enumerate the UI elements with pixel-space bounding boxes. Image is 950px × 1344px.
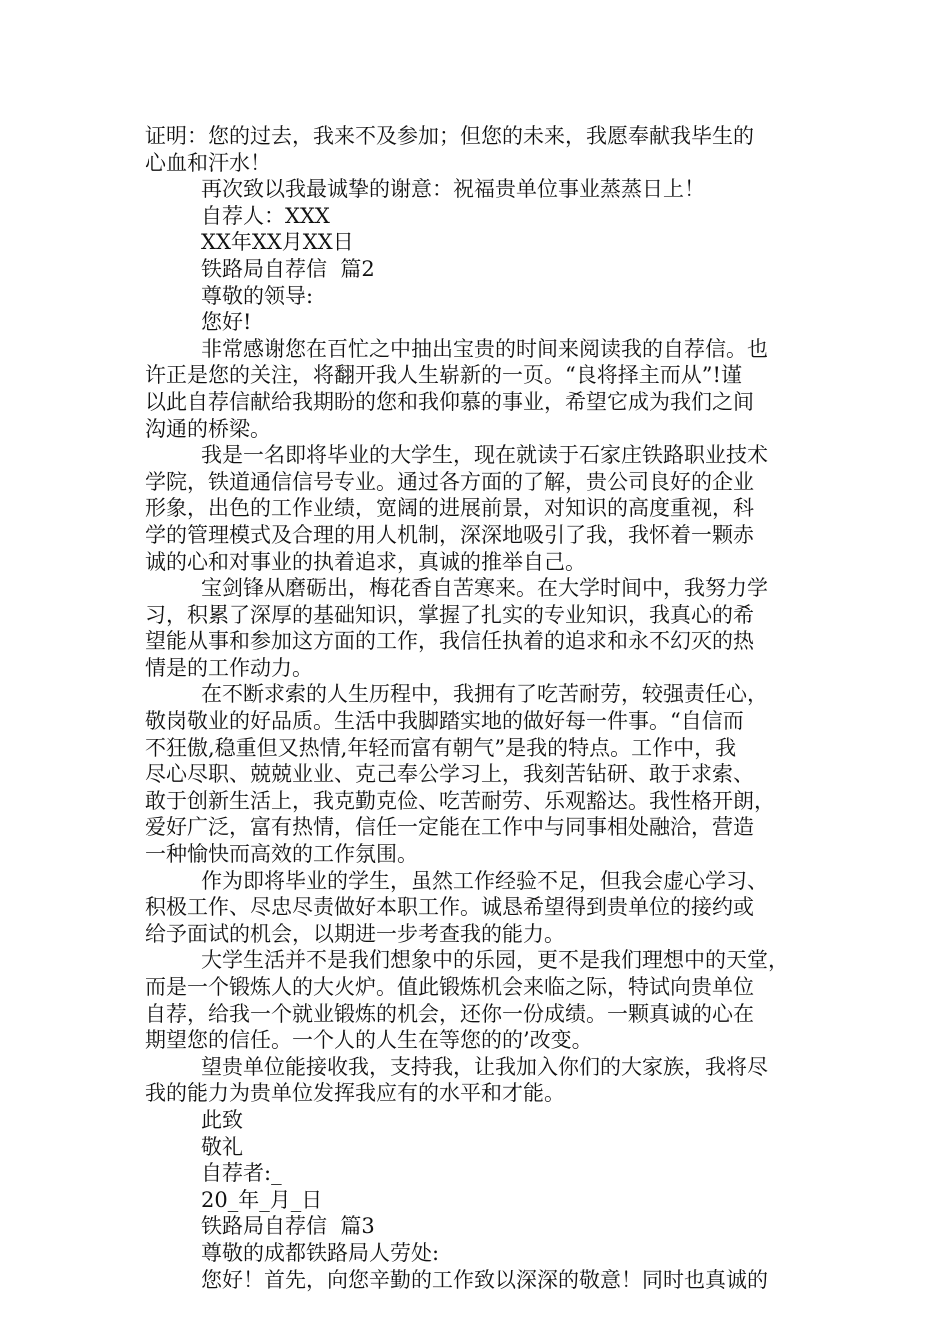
text-line: XX年XX月XX日 bbox=[201, 230, 354, 255]
text-line: 敢于创新生活上，我克勤克俭、吃苦耐劳、乐观豁达。我性格开朗， bbox=[145, 788, 775, 813]
text-line: 尽心尽职、兢兢业业、克己奉公学习上，我刻苦钻研、敢于求索、 bbox=[145, 762, 754, 787]
text-line: 非常感谢您在百忙之中抽出宝贵的时间来阅读我的自荐信。也 bbox=[201, 336, 768, 361]
text-line: 心血和汗水！ bbox=[145, 150, 271, 175]
text-line: 一种愉快而高效的工作氛围。 bbox=[145, 842, 418, 867]
text-line: 大学生活并不是我们想象中的乐园，更不是我们理想中的天堂， bbox=[201, 948, 789, 973]
text-line: 自荐人：XXX bbox=[201, 203, 330, 228]
text-line: 敬礼 bbox=[201, 1134, 243, 1159]
text-line: 给予面试的机会，以期进一步考查我的能力。 bbox=[145, 921, 565, 946]
text-line: 您好! bbox=[201, 310, 252, 335]
text-line: 在不断求索的人生历程中，我拥有了吃苦耐劳，较强责任心， bbox=[201, 682, 768, 707]
text-line: 望能从事和参加这方面的工作，我信任执着的追求和永不幻灭的热 bbox=[145, 629, 754, 654]
text-line: 再次致以我最诚挚的谢意：祝福贵单位事业蒸蒸日上！ bbox=[201, 177, 705, 202]
text-line: 铁路局自荐信 篇2 bbox=[201, 256, 375, 281]
text-line: 诚的心和对事业的执着追求，真诚的推举自己。 bbox=[145, 549, 586, 574]
text-line: 宝剑锋从磨砺出，梅花香自苦寒来。在大学时间中，我努力学 bbox=[201, 576, 768, 601]
text-line: 我是一名即将毕业的大学生，现在就读于石家庄铁路职业技术 bbox=[201, 443, 768, 468]
text-line: 我的能力为贵单位发挥我应有的水平和才能。 bbox=[145, 1081, 565, 1106]
text-line: 自荐，给我一个就业锻炼的机会，还你一份成绩。一颗真诚的心在 bbox=[145, 1001, 754, 1026]
text-line: 作为即将毕业的学生，虽然工作经验不足，但我会虚心学习、 bbox=[201, 868, 768, 893]
text-line: 情是的工作动力。 bbox=[145, 655, 313, 680]
text-line: 形象，出色的工作业绩，宽阔的进展前景，对知识的高度重视，科 bbox=[145, 496, 754, 521]
text-line: 习，积累了深厚的基础知识，掌握了扎实的专业知识，我真心的希 bbox=[145, 602, 754, 627]
text-line: 自荐者:_ bbox=[201, 1161, 282, 1186]
text-line: 学院，铁道通信信号专业。通过各方面的了解，贵公司良好的企业 bbox=[145, 469, 754, 494]
text-line: 不狂傲,稳重但又热情,年轻而富有朝气”是我的特点。工作中，我 bbox=[145, 735, 737, 760]
text-line: 学的管理模式及合理的用人机制，深深地吸引了我，我怀着一颗赤 bbox=[145, 522, 754, 547]
text-line: 爱好广泛，富有热情，信任一定能在工作中与同事相处融洽，营造 bbox=[145, 815, 754, 840]
text-line: 此致 bbox=[201, 1107, 243, 1132]
text-line: 以此自荐信献给我期盼的您和我仰慕的事业，希望它成为我们之间 bbox=[145, 389, 754, 414]
text-line: 积极工作、尽忠尽责做好本职工作。诚恳希望得到贵单位的接约或 bbox=[145, 895, 754, 920]
text-line: 您好！首先，向您辛勤的工作致以深深的敬意！同时也真诚的 bbox=[201, 1267, 768, 1292]
text-line: 期望您的信任。一个人的人生在等您的的’改变。 bbox=[145, 1028, 593, 1053]
text-line: 而是一个锻炼人的大火炉。值此锻炼机会来临之际，特试向贵单位 bbox=[145, 975, 754, 999]
text-line: 望贵单位能接收我，支持我，让我加入你们的大家族，我将尽 bbox=[201, 1054, 768, 1079]
text-line: 证明：您的过去，我来不及参加；但您的未来，我愿奉献我毕生的 bbox=[145, 124, 754, 148]
text-line: 许正是您的关注，将翻开我人生崭新的一页。“良将择主而从”!谨 bbox=[145, 363, 742, 388]
text-line: 铁路局自荐信 篇3 bbox=[201, 1214, 375, 1239]
text-line: 沟通的桥梁。 bbox=[145, 416, 271, 441]
text-line: 20_年_月_日 bbox=[201, 1187, 323, 1212]
text-line: 敬岗敬业的好品质。生活中我脚踏实地的做好每一件事。“自信而 bbox=[145, 709, 744, 734]
text-line: 尊敬的领导: bbox=[201, 283, 314, 308]
text-line: 尊敬的成都铁路局人劳处: bbox=[201, 1240, 440, 1265]
letter-body bbox=[145, 123, 813, 1293]
